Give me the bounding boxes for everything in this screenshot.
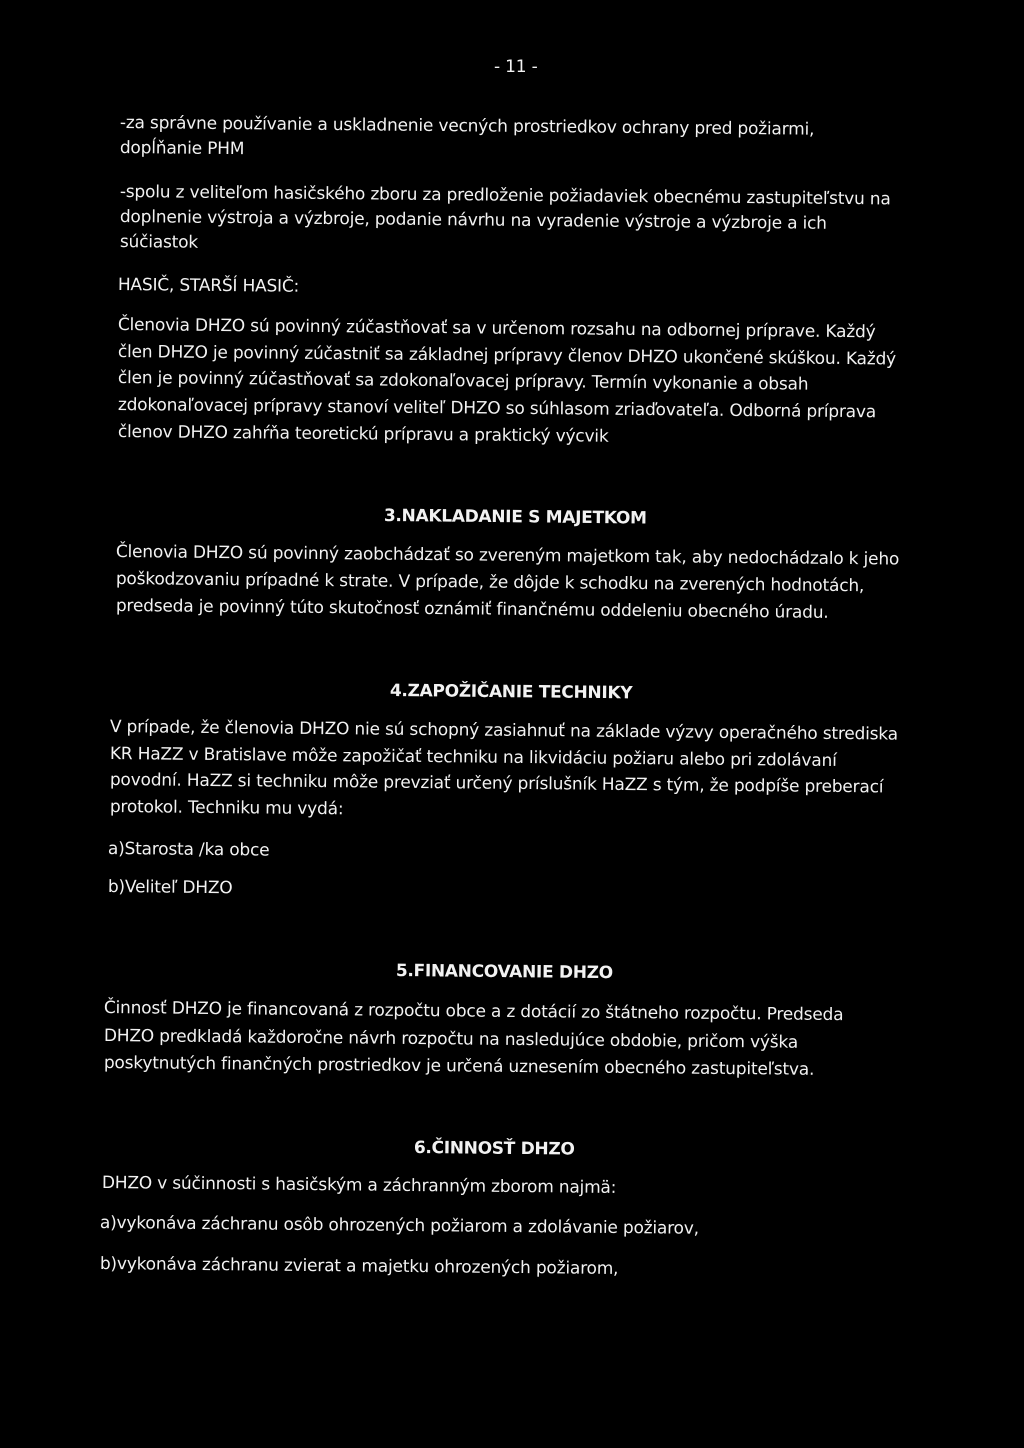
section-3-heading: 3.NAKLADANIE S MAJETKOM xyxy=(383,505,647,529)
section-5-line-1: Činnosť DHZO je financovaná z rozpočtu obce a z dotácií zo štátneho rozpočtu. Predseda xyxy=(103,997,844,1026)
section-4-line-3: povodní. HaZZ si techniku môže prevziať určený príslušník HaZZ s tým, že podpíše preberací xyxy=(109,769,884,798)
section-6-item-b: b)vykonáva záchranu zvierat a majetku ohrozených požiarom, xyxy=(99,1254,619,1279)
section-6-line-1: DHZO v súčinnosti s hasičským a záchranným zborom najmä: xyxy=(101,1173,617,1198)
section-3-line-2: poškodzovaniu prípadné k strate. V prípade, že dôjde k schodku na zverených hodnotách, xyxy=(115,568,865,597)
intro-line-5: súčiastok xyxy=(119,231,199,253)
intro-line-3: -spolu z veliteľom hasičského zboru za predloženie požiadaviek obecnému zastupiteľstvu na xyxy=(119,181,891,210)
section-4-line-4: protokol. Techniku mu vydá: xyxy=(109,796,344,820)
section-5-heading: 5.FINANCOVANIE DHZO xyxy=(395,960,613,984)
section-4-item-a: a)Starosta /ka obce xyxy=(107,838,270,861)
section-3-line-1: Členovia DHZO sú povinný zaobchádzať so zvereným majetkom tak, aby nedochádzalo k jeho xyxy=(115,541,900,570)
intro-line-4: doplnenie výstroja a výzbroje, podanie návrhu na vyradenie výstroje a výzbroje a ich xyxy=(119,206,827,234)
section-4-line-2: KR HaZZ v Bratislave môže zapožičať techniku na likvidáciu požiaru alebo pri zdolávaní xyxy=(109,743,837,771)
section-6-heading: 6.ČINNOSŤ DHZO xyxy=(413,1138,575,1160)
section-5-line-2: DHZO predkladá každoročne návrh rozpočtu na nasledujúce obdobie, pričom výška xyxy=(103,1026,799,1053)
hasic-heading: HASIČ, STARŠÍ HASIČ: xyxy=(117,274,300,297)
hasic-line-4: zdokonaľovacej prípravy stanoví veliteľ DHZO so súhlasom zriaďovateľa. Odborná príprava xyxy=(117,394,877,423)
section-4-item-b: b)Veliteľ DHZO xyxy=(107,876,233,899)
intro-line-2: dopĺňanie PHM xyxy=(119,137,245,160)
section-3-line-3: predseda je povinný túto skutočnosť oznámiť finančnému oddeleniu obecného úradu. xyxy=(115,595,829,623)
section-4-heading: 4.ZAPOŽIČANIE TECHNIKY xyxy=(389,680,633,704)
hasic-line-5: členov DHZO zahŕňa teoretickú prípravu a praktický výcvik xyxy=(117,421,609,447)
hasic-line-2: člen DHZO je povinný zúčastniť sa základnej prípravy členov DHZO ukončené skúškou. Každý xyxy=(117,341,897,370)
section-6-item-a: a)vykonáva záchranu osôb ohrozených požiarom a zdolávanie požiarov, xyxy=(99,1213,699,1239)
section-5-line-3: poskytnutých finančných prostriedkov je určená uznesením obecného zastupiteľstva. xyxy=(103,1053,815,1080)
hasic-line-3: člen je povinný zúčastňovať sa zdokonaľovacej prípravy. Termín vykonanie a obsah xyxy=(117,367,809,395)
hasic-line-1: Členovia DHZO sú povinný zúčastňovať sa v určenom rozsahu na odbornej príprave. Každý xyxy=(117,314,876,343)
intro-line-1: -za správne používanie a uskladnenie vecných prostriedkov ochrany pred požiarmi, xyxy=(119,112,815,140)
page-number: - 11 - xyxy=(494,57,538,77)
section-4-line-1: V prípade, že členovia DHZO nie sú schopný zasiahnuť na základe výzvy operačného strediska xyxy=(109,716,898,745)
